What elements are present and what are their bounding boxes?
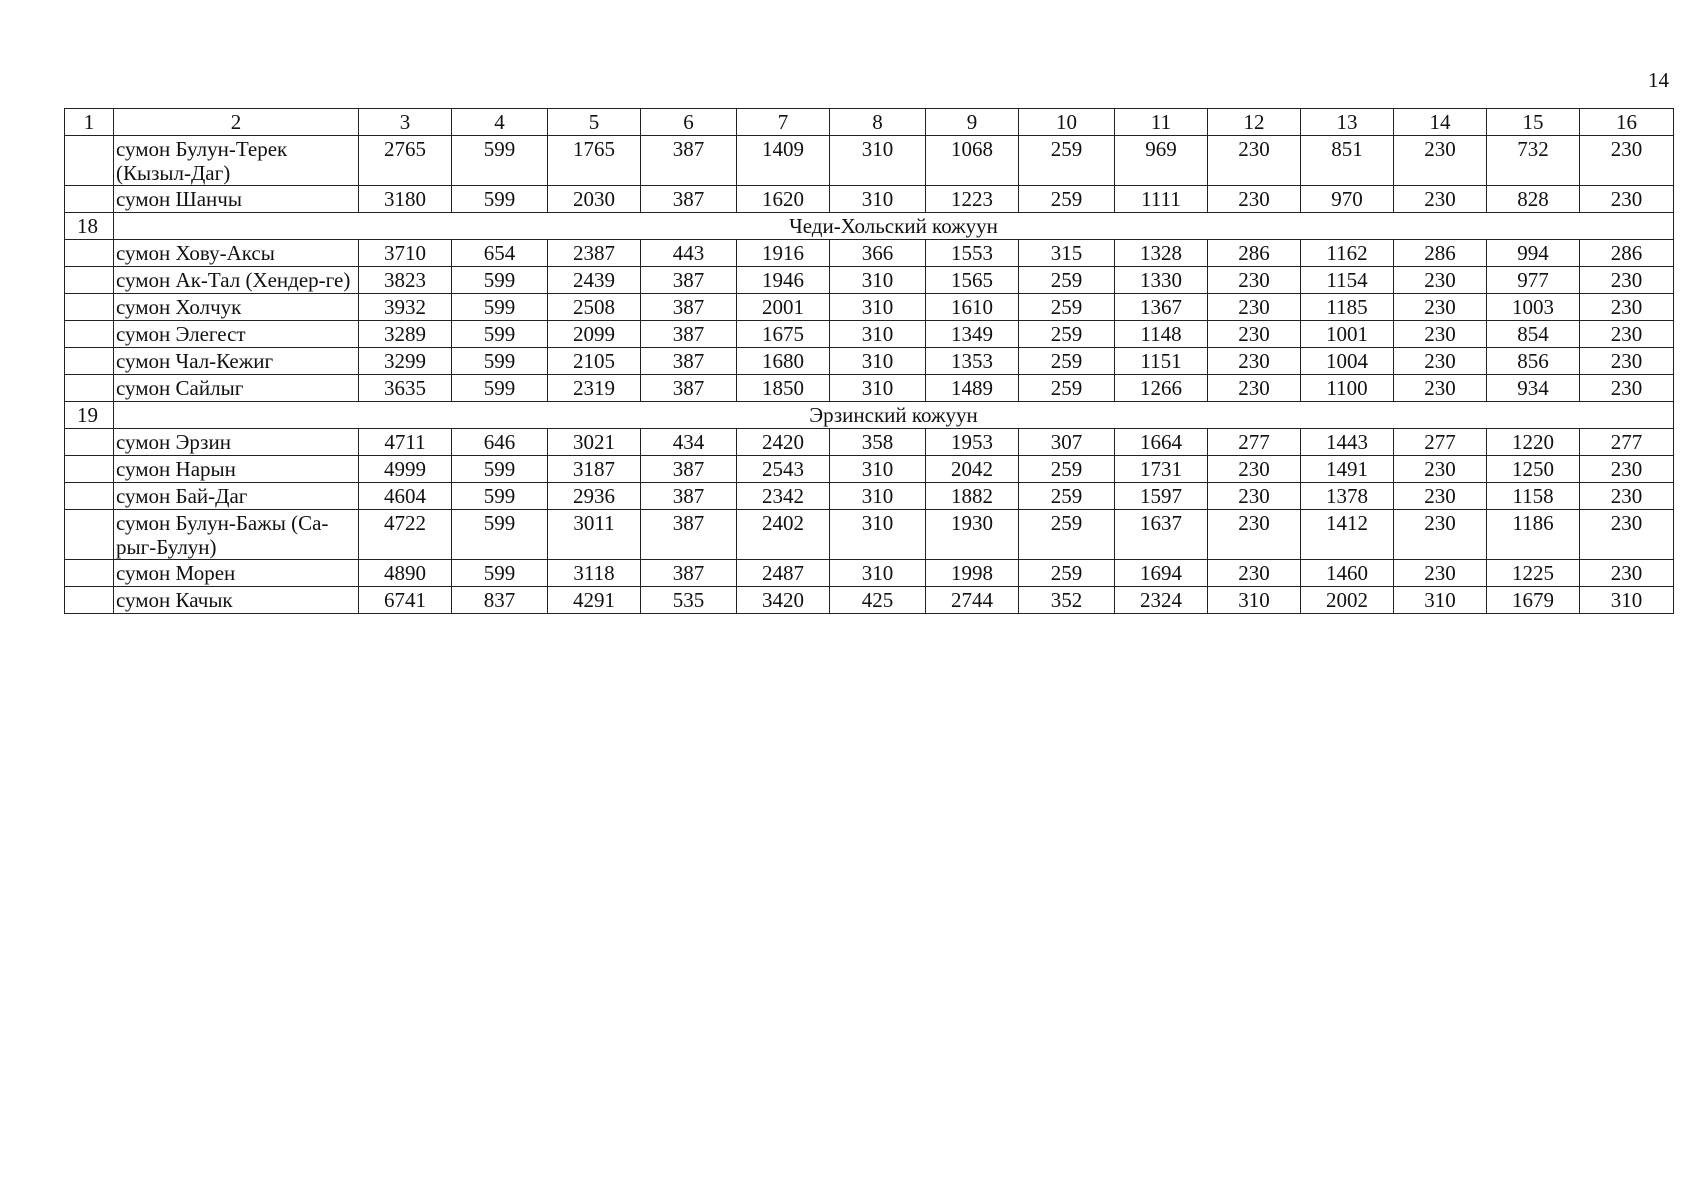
value-cell: 599 xyxy=(452,186,548,213)
value-cell: 599 xyxy=(452,560,548,587)
settlement-name: сумон Шанчы xyxy=(114,186,359,213)
table-row xyxy=(65,483,1674,510)
value-cell: 310 xyxy=(830,348,926,375)
value-cell: 230 xyxy=(1394,483,1487,510)
value-cell: 2324 xyxy=(1115,587,1208,614)
value-cell: 1349 xyxy=(926,321,1019,348)
value-cell: 599 xyxy=(452,136,548,186)
value-cell: 1680 xyxy=(737,348,830,375)
value-cell: 1151 xyxy=(1115,348,1208,375)
value-cell: 310 xyxy=(1394,587,1487,614)
value-cell: 1409 xyxy=(737,136,830,186)
value-cell: 732 xyxy=(1487,136,1580,186)
value-cell: 2105 xyxy=(548,348,641,375)
settlement-name: сумон Нарын xyxy=(114,456,359,483)
value-cell: 599 xyxy=(452,321,548,348)
value-cell: 1158 xyxy=(1487,483,1580,510)
value-cell: 310 xyxy=(1580,587,1674,614)
settlement-name: сумон Булун-Терек (Кызыл-Даг) xyxy=(114,136,359,186)
value-cell: 599 xyxy=(452,510,548,560)
value-cell: 3932 xyxy=(359,294,452,321)
value-cell: 277 xyxy=(1580,429,1674,456)
value-cell: 2744 xyxy=(926,587,1019,614)
column-number-header: 1 xyxy=(65,109,114,136)
value-cell: 2420 xyxy=(737,429,830,456)
value-cell: 654 xyxy=(452,240,548,267)
district-row xyxy=(65,402,1674,429)
value-cell: 1068 xyxy=(926,136,1019,186)
row-number xyxy=(65,186,114,213)
value-cell: 1186 xyxy=(1487,510,1580,560)
value-cell: 310 xyxy=(830,267,926,294)
value-cell: 286 xyxy=(1580,240,1674,267)
value-cell: 230 xyxy=(1208,267,1301,294)
value-cell: 2487 xyxy=(737,560,830,587)
value-cell: 230 xyxy=(1208,510,1301,560)
value-cell: 230 xyxy=(1394,348,1487,375)
value-cell: 230 xyxy=(1580,456,1674,483)
value-cell: 3187 xyxy=(548,456,641,483)
value-cell: 4722 xyxy=(359,510,452,560)
value-cell: 259 xyxy=(1019,483,1115,510)
value-cell: 387 xyxy=(641,294,737,321)
value-cell: 387 xyxy=(641,560,737,587)
value-cell: 1220 xyxy=(1487,429,1580,456)
value-cell: 3710 xyxy=(359,240,452,267)
value-cell: 259 xyxy=(1019,294,1115,321)
value-cell: 259 xyxy=(1019,510,1115,560)
value-cell: 1916 xyxy=(737,240,830,267)
value-cell: 230 xyxy=(1394,267,1487,294)
table-row xyxy=(65,560,1674,587)
value-cell: 4999 xyxy=(359,456,452,483)
value-cell: 599 xyxy=(452,456,548,483)
value-cell: 1610 xyxy=(926,294,1019,321)
value-cell: 837 xyxy=(452,587,548,614)
value-cell: 310 xyxy=(830,136,926,186)
value-cell: 1353 xyxy=(926,348,1019,375)
value-cell: 259 xyxy=(1019,456,1115,483)
value-cell: 310 xyxy=(830,186,926,213)
value-cell: 387 xyxy=(641,321,737,348)
value-cell: 310 xyxy=(830,483,926,510)
value-cell: 1250 xyxy=(1487,456,1580,483)
value-cell: 387 xyxy=(641,136,737,186)
value-cell: 277 xyxy=(1394,429,1487,456)
row-number xyxy=(65,321,114,348)
column-number-header: 3 xyxy=(359,109,452,136)
value-cell: 1443 xyxy=(1301,429,1394,456)
value-cell: 828 xyxy=(1487,186,1580,213)
value-cell: 230 xyxy=(1394,136,1487,186)
value-cell: 2002 xyxy=(1301,587,1394,614)
value-cell: 230 xyxy=(1394,186,1487,213)
table-row xyxy=(65,375,1674,402)
value-cell: 1731 xyxy=(1115,456,1208,483)
value-cell: 310 xyxy=(830,510,926,560)
row-number xyxy=(65,483,114,510)
value-cell: 230 xyxy=(1580,267,1674,294)
value-cell: 230 xyxy=(1208,483,1301,510)
value-cell: 2765 xyxy=(359,136,452,186)
value-cell: 230 xyxy=(1208,136,1301,186)
value-cell: 387 xyxy=(641,186,737,213)
settlement-name: сумон Морен xyxy=(114,560,359,587)
value-cell: 230 xyxy=(1394,456,1487,483)
value-cell: 994 xyxy=(1487,240,1580,267)
value-cell: 2387 xyxy=(548,240,641,267)
value-cell: 1328 xyxy=(1115,240,1208,267)
value-cell: 277 xyxy=(1208,429,1301,456)
value-cell: 599 xyxy=(452,483,548,510)
value-cell: 4890 xyxy=(359,560,452,587)
value-cell: 2402 xyxy=(737,510,830,560)
value-cell: 230 xyxy=(1208,375,1301,402)
table-row xyxy=(65,294,1674,321)
value-cell: 856 xyxy=(1487,348,1580,375)
value-cell: 259 xyxy=(1019,375,1115,402)
value-cell: 1148 xyxy=(1115,321,1208,348)
value-cell: 230 xyxy=(1580,348,1674,375)
row-number xyxy=(65,267,114,294)
value-cell: 230 xyxy=(1394,560,1487,587)
value-cell: 4604 xyxy=(359,483,452,510)
column-number-header: 7 xyxy=(737,109,830,136)
value-cell: 1162 xyxy=(1301,240,1394,267)
value-cell: 1367 xyxy=(1115,294,1208,321)
column-number-header: 14 xyxy=(1394,109,1487,136)
value-cell: 851 xyxy=(1301,136,1394,186)
row-number xyxy=(65,294,114,321)
value-cell: 259 xyxy=(1019,267,1115,294)
value-cell: 230 xyxy=(1208,560,1301,587)
row-number xyxy=(65,587,114,614)
column-number-header: 5 xyxy=(548,109,641,136)
value-cell: 230 xyxy=(1394,510,1487,560)
value-cell: 854 xyxy=(1487,321,1580,348)
value-cell: 1620 xyxy=(737,186,830,213)
table-row xyxy=(65,321,1674,348)
value-cell: 3299 xyxy=(359,348,452,375)
table-row xyxy=(65,587,1674,614)
value-cell: 259 xyxy=(1019,136,1115,186)
value-cell: 1953 xyxy=(926,429,1019,456)
row-number xyxy=(65,375,114,402)
value-cell: 2042 xyxy=(926,456,1019,483)
value-cell: 230 xyxy=(1208,321,1301,348)
value-cell: 352 xyxy=(1019,587,1115,614)
value-cell: 1637 xyxy=(1115,510,1208,560)
value-cell: 3180 xyxy=(359,186,452,213)
value-cell: 307 xyxy=(1019,429,1115,456)
value-cell: 1004 xyxy=(1301,348,1394,375)
table-row xyxy=(65,240,1674,267)
settlement-name: сумон Булун-Бажы (Са-рыг-Булун) xyxy=(114,510,359,560)
column-number-header: 15 xyxy=(1487,109,1580,136)
table-row xyxy=(65,267,1674,294)
value-cell: 387 xyxy=(641,456,737,483)
value-cell: 1882 xyxy=(926,483,1019,510)
row-number xyxy=(65,456,114,483)
value-cell: 2319 xyxy=(548,375,641,402)
settlement-name: сумон Чал-Кежиг xyxy=(114,348,359,375)
settlement-name: сумон Элегест xyxy=(114,321,359,348)
value-cell: 230 xyxy=(1580,483,1674,510)
value-cell: 259 xyxy=(1019,186,1115,213)
value-cell: 1154 xyxy=(1301,267,1394,294)
value-cell: 1185 xyxy=(1301,294,1394,321)
value-cell: 310 xyxy=(830,375,926,402)
value-cell: 2342 xyxy=(737,483,830,510)
value-cell: 443 xyxy=(641,240,737,267)
value-cell: 1679 xyxy=(1487,587,1580,614)
value-cell: 1225 xyxy=(1487,560,1580,587)
value-cell: 1694 xyxy=(1115,560,1208,587)
value-cell: 1223 xyxy=(926,186,1019,213)
value-cell: 1266 xyxy=(1115,375,1208,402)
value-cell: 1003 xyxy=(1487,294,1580,321)
value-cell: 2099 xyxy=(548,321,641,348)
value-cell: 977 xyxy=(1487,267,1580,294)
value-cell: 970 xyxy=(1301,186,1394,213)
value-cell: 1100 xyxy=(1301,375,1394,402)
value-cell: 1553 xyxy=(926,240,1019,267)
column-number-header: 12 xyxy=(1208,109,1301,136)
table-row xyxy=(65,186,1674,213)
value-cell: 535 xyxy=(641,587,737,614)
value-cell: 1675 xyxy=(737,321,830,348)
value-cell: 366 xyxy=(830,240,926,267)
settlement-name: сумон Ак-Тал (Хендер-ге) xyxy=(114,267,359,294)
value-cell: 230 xyxy=(1580,510,1674,560)
value-cell: 230 xyxy=(1208,186,1301,213)
value-cell: 1850 xyxy=(737,375,830,402)
table-row xyxy=(65,136,1674,186)
value-cell: 434 xyxy=(641,429,737,456)
value-cell: 599 xyxy=(452,294,548,321)
district-number: 19 xyxy=(65,402,114,429)
table-body xyxy=(65,109,1674,614)
row-number xyxy=(65,429,114,456)
value-cell: 646 xyxy=(452,429,548,456)
value-cell: 2936 xyxy=(548,483,641,510)
value-cell: 230 xyxy=(1208,456,1301,483)
value-cell: 230 xyxy=(1394,375,1487,402)
district-name: Эрзинский кожуун xyxy=(114,402,1674,429)
value-cell: 230 xyxy=(1580,294,1674,321)
row-number xyxy=(65,240,114,267)
value-cell: 1565 xyxy=(926,267,1019,294)
table-row xyxy=(65,429,1674,456)
column-number-header: 2 xyxy=(114,109,359,136)
value-cell: 230 xyxy=(1208,348,1301,375)
value-cell: 286 xyxy=(1394,240,1487,267)
value-cell: 358 xyxy=(830,429,926,456)
table-row xyxy=(65,456,1674,483)
district-number: 18 xyxy=(65,213,114,240)
value-cell: 1111 xyxy=(1115,186,1208,213)
page-number: 14 xyxy=(1648,68,1669,92)
value-cell: 310 xyxy=(830,456,926,483)
value-cell: 315 xyxy=(1019,240,1115,267)
value-cell: 310 xyxy=(1208,587,1301,614)
value-cell: 1489 xyxy=(926,375,1019,402)
column-number-header: 9 xyxy=(926,109,1019,136)
value-cell: 599 xyxy=(452,348,548,375)
value-cell: 1998 xyxy=(926,560,1019,587)
value-cell: 3289 xyxy=(359,321,452,348)
row-number xyxy=(65,560,114,587)
value-cell: 599 xyxy=(452,267,548,294)
value-cell: 969 xyxy=(1115,136,1208,186)
value-cell: 387 xyxy=(641,483,737,510)
column-number-header: 11 xyxy=(1115,109,1208,136)
value-cell: 2030 xyxy=(548,186,641,213)
value-cell: 230 xyxy=(1580,375,1674,402)
data-table xyxy=(64,108,1674,614)
value-cell: 230 xyxy=(1580,560,1674,587)
value-cell: 1664 xyxy=(1115,429,1208,456)
column-number-header: 8 xyxy=(830,109,926,136)
value-cell: 2508 xyxy=(548,294,641,321)
settlement-name: сумон Хову-Аксы xyxy=(114,240,359,267)
table-row xyxy=(65,348,1674,375)
row-number xyxy=(65,348,114,375)
value-cell: 310 xyxy=(830,321,926,348)
settlement-name: сумон Качык xyxy=(114,587,359,614)
value-cell: 3635 xyxy=(359,375,452,402)
value-cell: 286 xyxy=(1208,240,1301,267)
value-cell: 6741 xyxy=(359,587,452,614)
value-cell: 1378 xyxy=(1301,483,1394,510)
value-cell: 1001 xyxy=(1301,321,1394,348)
value-cell: 230 xyxy=(1580,186,1674,213)
settlement-name: сумон Эрзин xyxy=(114,429,359,456)
settlement-name: сумон Холчук xyxy=(114,294,359,321)
value-cell: 3420 xyxy=(737,587,830,614)
row-number xyxy=(65,510,114,560)
value-cell: 1491 xyxy=(1301,456,1394,483)
column-number-header: 13 xyxy=(1301,109,1394,136)
table-row xyxy=(65,510,1674,560)
column-number-header: 10 xyxy=(1019,109,1115,136)
value-cell: 230 xyxy=(1208,294,1301,321)
value-cell: 387 xyxy=(641,267,737,294)
settlement-name: сумон Сайлыг xyxy=(114,375,359,402)
value-cell: 599 xyxy=(452,375,548,402)
value-cell: 2001 xyxy=(737,294,830,321)
settlement-name: сумон Бай-Даг xyxy=(114,483,359,510)
value-cell: 310 xyxy=(830,294,926,321)
row-number xyxy=(65,136,114,186)
value-cell: 1412 xyxy=(1301,510,1394,560)
value-cell: 1597 xyxy=(1115,483,1208,510)
value-cell: 2543 xyxy=(737,456,830,483)
value-cell: 310 xyxy=(830,560,926,587)
value-cell: 1460 xyxy=(1301,560,1394,587)
value-cell: 2439 xyxy=(548,267,641,294)
value-cell: 3118 xyxy=(548,560,641,587)
value-cell: 425 xyxy=(830,587,926,614)
column-number-header: 16 xyxy=(1580,109,1674,136)
value-cell: 3021 xyxy=(548,429,641,456)
value-cell: 3823 xyxy=(359,267,452,294)
value-cell: 230 xyxy=(1394,294,1487,321)
value-cell: 230 xyxy=(1394,321,1487,348)
value-cell: 387 xyxy=(641,510,737,560)
column-number-header: 6 xyxy=(641,109,737,136)
value-cell: 934 xyxy=(1487,375,1580,402)
district-name: Чеди-Хольский кожуун xyxy=(114,213,1674,240)
value-cell: 1930 xyxy=(926,510,1019,560)
district-row xyxy=(65,213,1674,240)
value-cell: 1946 xyxy=(737,267,830,294)
column-number-header: 4 xyxy=(452,109,548,136)
value-cell: 259 xyxy=(1019,321,1115,348)
value-cell: 230 xyxy=(1580,321,1674,348)
value-cell: 3011 xyxy=(548,510,641,560)
value-cell: 1330 xyxy=(1115,267,1208,294)
value-cell: 387 xyxy=(641,375,737,402)
value-cell: 387 xyxy=(641,348,737,375)
header-row xyxy=(65,109,1674,136)
value-cell: 259 xyxy=(1019,560,1115,587)
value-cell: 1765 xyxy=(548,136,641,186)
value-cell: 4291 xyxy=(548,587,641,614)
value-cell: 259 xyxy=(1019,348,1115,375)
value-cell: 4711 xyxy=(359,429,452,456)
value-cell: 230 xyxy=(1580,136,1674,186)
